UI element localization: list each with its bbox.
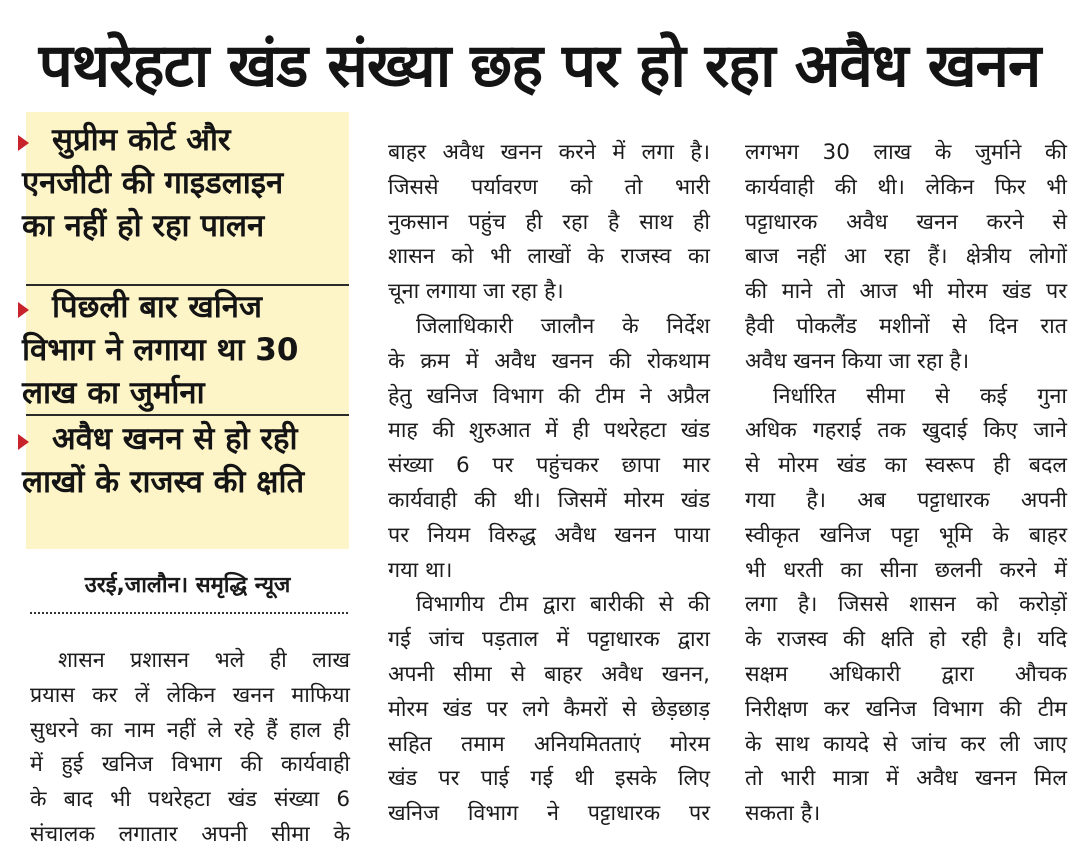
article-line: नुकसान पहुंच ही रहा है साथ ही: [388, 209, 710, 235]
article-line: खनिज विभाग ने पट्टाधारक पर: [388, 801, 710, 827]
article-line: बाहर अवैध खनन करने में लगा है।: [388, 140, 710, 165]
article-line: सक्षम अधिकारी द्वारा औचक: [745, 661, 1067, 687]
article-line: निरीक्षण कर खनिज विभाग की टीम: [745, 696, 1067, 722]
dateline: उरई,जालौन। समृद्धि न्यूज: [84, 573, 291, 598]
highlight-item: [0, 418, 323, 504]
article-line: सुधरने का नाम नहीं ले रहे हैं हाल ही: [30, 717, 350, 743]
article-line: प्रयास कर लें लेकिन खनन माफिया: [30, 682, 350, 708]
headline: पथरेहटा खंड संख्या छह पर हो रहा अवैध खनन: [38, 31, 1041, 101]
article-line: लगा है। जिससे शासन को करोड़ों: [745, 592, 1067, 618]
article-line: जिससे पर्यावरण को तो भारी: [388, 174, 710, 200]
highlight-text: पिछली बार खनिज विभाग ने लगाया था 30 लाख का जुर्माना: [22, 289, 299, 411]
article-line: बाज नहीं आ रहा हैं। क्षेत्रीय लोगों: [745, 244, 1067, 270]
article-line: संख्या 6 पर पहुंचकर छापा मार: [388, 453, 710, 479]
article-line: निर्धारित सीमा से कई गुना: [773, 383, 1067, 409]
article-line: के बाद भी पथरेहटा खंड संख्या 6: [30, 787, 350, 813]
article-paragraph: [745, 380, 1067, 832]
highlight-text: सुप्रीम कोर्ट और एनजीटी की गाइडलाइन का नहीं हो रहा पालन: [22, 122, 284, 244]
article-line: अवैध खनन किया जा रहा है।: [745, 348, 970, 374]
article-line: के साथ कायदे से जांच कर ली जाए: [745, 731, 1067, 757]
article-line: भी धरती का सीना छलनी करने में: [745, 557, 1067, 583]
article-line: शासन प्रशासन भले ही लाख: [58, 648, 350, 673]
article-line: हैवी पोकलैंड मशीनों से दिन रात: [745, 313, 1067, 339]
article-line: में हुई खनिज विभाग की कार्यवाही: [30, 752, 350, 778]
article-line: मोरम खंड पर लगे कैमरों से छेड़छाड़: [388, 696, 710, 722]
article-line: चूना लगाया जा रहा है।: [388, 279, 564, 305]
highlight-divider: [26, 414, 349, 416]
article-line: लगभग 30 लाख के जुर्माने की: [745, 140, 1067, 165]
article-line: अपनी सीमा से बाहर अवैध खनन,: [388, 661, 710, 687]
article-line: गया था।: [388, 557, 453, 583]
article-line: शासन को भी लाखों के राजस्व का: [388, 244, 710, 270]
article-line: कार्यवाही की थी। जिसमें मोरम खंड: [388, 487, 710, 513]
article-line: स्वीकृत खनिज पट्टा भूमि के बाहर: [745, 522, 1067, 548]
article-paragraph: [745, 136, 1067, 380]
article-line: विभागीय टीम द्वारा बारीकी से की: [416, 592, 710, 618]
article-line: हेतु खनिज विभाग की टीम ने अप्रैल: [388, 383, 710, 409]
article-line: पट्टाधारक अवैध खनन करने से: [745, 209, 1067, 235]
article-line: संचालक लगातार अपनी सीमा के: [30, 821, 350, 847]
article-line: जिलाधिकारी जालौन के निर्देश: [416, 313, 710, 339]
article-line: खंड पर पाई गई थी इसके लिए: [388, 766, 710, 792]
article-paragraph: [388, 136, 710, 310]
article-line: से मोरम खंड का स्वरूप ही बदल: [745, 453, 1067, 479]
article-line: के क्रम में अवैध खनन की रोकथाम: [388, 348, 710, 374]
article-column-1: [30, 644, 350, 853]
bullet-triangle-icon: [18, 302, 29, 318]
article-line: तो भारी मात्रा में अवैध खनन मिल: [745, 766, 1067, 792]
highlight-item: [0, 286, 323, 415]
article-line: कार्यवाही की थी। लेकिन फिर भी: [745, 174, 1067, 200]
dotted-divider: [30, 612, 348, 614]
article-column-2: [388, 136, 710, 832]
article-paragraph: [30, 644, 350, 853]
article-line: गई जांच पड़ताल में पट्टाधारक द्वारा: [388, 627, 710, 653]
article-line: अधिक गहराई तक खुदाई किए जाने: [745, 418, 1067, 444]
article-paragraph: [388, 588, 710, 832]
article-paragraph: [388, 310, 710, 588]
highlight-item: [0, 119, 323, 248]
article-line: सकता है।: [745, 801, 821, 827]
bullet-triangle-icon: [18, 434, 29, 450]
article-column-3: [745, 136, 1067, 832]
article-line: सहित तमाम अनियमितताएं मोरम: [388, 731, 710, 757]
article-line: गया है। अब पट्टाधारक अपनी: [745, 487, 1067, 513]
article-line: माह की शुरुआत में ही पथरेहटा खंड: [388, 418, 710, 444]
highlight-text: अवैध खनन से हो रही लाखों के राजस्व की क्षति: [22, 421, 305, 500]
article-line: के राजस्व की क्षति हो रही है। यदि: [745, 627, 1067, 653]
article-line: की माने तो आज भी मोरम खंड पर: [745, 279, 1067, 305]
bullet-triangle-icon: [18, 135, 29, 151]
article-line: पर नियम विरुद्ध अवैध खनन पाया: [388, 522, 710, 548]
